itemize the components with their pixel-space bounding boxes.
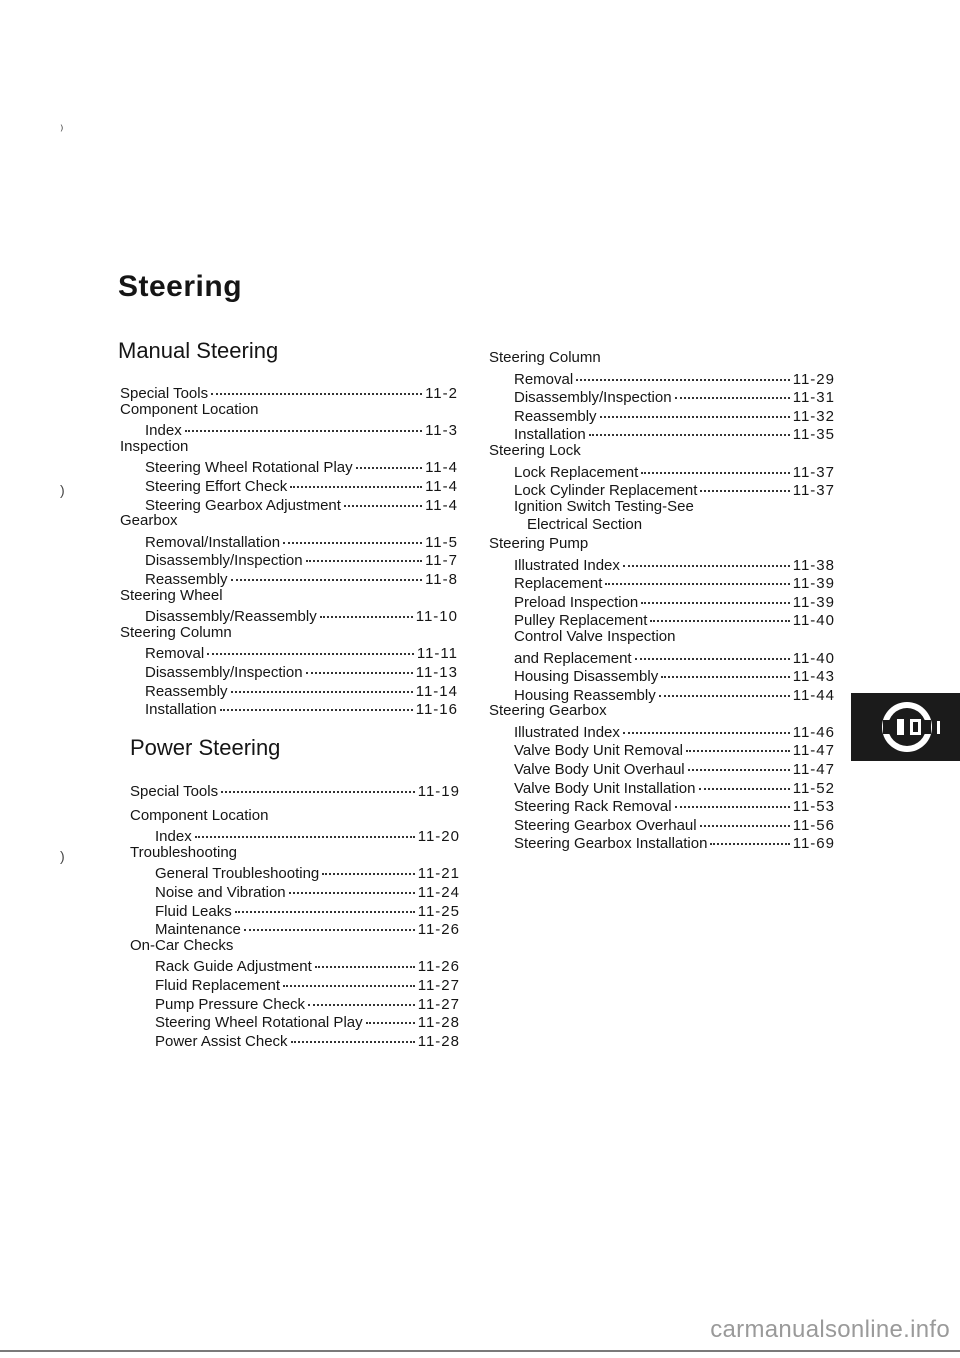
toc-entry-label: Noise and Vibration — [155, 883, 286, 901]
toc-entry-page: 11-53 — [792, 798, 835, 816]
toc-entry-label: Fluid Replacement — [155, 976, 281, 994]
toc-entry-label: Pulley Replacement — [514, 612, 648, 630]
toc-entry-label: Steering Pump — [489, 534, 589, 552]
toc-entry-page: 11-8 — [425, 570, 458, 588]
toc-entry-label: Maintenance — [155, 921, 241, 939]
toc-entry-page: 11-19 — [417, 783, 460, 800]
toc-leader-dots — [235, 897, 415, 913]
toc-leader-dots — [289, 878, 415, 894]
toc-entry-page: 11-26 — [417, 958, 460, 976]
toc-entry-label: Steering Wheel Rotational Play — [145, 459, 353, 477]
toc-entry-label: Rack Guide Adjustment — [155, 958, 312, 976]
toc-leader-dots — [306, 546, 423, 562]
toc-entry-label: Valve Body Unit Installation — [514, 779, 696, 797]
toc-entry-label: and Replacement — [514, 649, 632, 667]
toc-leader-dots — [699, 774, 790, 790]
toc-entry-page: 11-3 — [425, 422, 458, 440]
toc-entry-page: 11-28 — [417, 1032, 460, 1050]
toc-leader-dots — [650, 606, 789, 622]
toc-leader-dots — [283, 971, 415, 987]
toc-entry-page: 11-39 — [792, 593, 835, 611]
toc-leader-dots — [322, 859, 414, 875]
toc-leader-dots — [211, 379, 422, 395]
toc-leader-dots — [221, 777, 415, 793]
scan-mark: ) — [60, 848, 65, 864]
toc-entry-page: 11-43 — [792, 668, 835, 686]
toc-leader-dots — [290, 472, 422, 488]
toc-entry-label: Steering Column — [489, 349, 601, 366]
toc-leader-dots — [623, 551, 790, 567]
toc-entry-label: Power Assist Check — [155, 1032, 288, 1050]
toc-entry-page: 11-69 — [792, 835, 835, 853]
toc-leader-dots — [623, 718, 790, 734]
toc-entry-page: 11-26 — [417, 921, 460, 939]
toc-entry-page: 11-39 — [792, 575, 835, 593]
toc-entry-label: Lock Replacement — [514, 463, 639, 481]
toc-entry-label: Illustrated Index — [514, 556, 620, 574]
toc-leader-dots — [185, 416, 422, 432]
toc-entry — [120, 419, 458, 438]
toc-entry-label: Steering Effort Check — [145, 477, 288, 495]
section-tab — [851, 693, 960, 761]
toc-entry-label: Disassembly/Inspection — [145, 552, 303, 570]
toc-entry-label: Index — [145, 422, 182, 440]
toc-entry-label: Housing Reassembly — [514, 686, 656, 704]
toc-entry-label: Housing Disassembly — [514, 668, 659, 686]
toc-leader-dots — [220, 695, 413, 711]
toc-entry — [489, 423, 835, 442]
toc-leader-dots — [308, 990, 415, 1006]
toc-entry-page: 11-27 — [417, 995, 460, 1013]
toc-entry — [489, 609, 835, 628]
toc-entry — [130, 780, 460, 799]
toc-entry-page: 11-24 — [417, 883, 460, 901]
toc-entry-page: 11-31 — [792, 389, 835, 407]
toc-entry-page: 11-47 — [792, 742, 835, 760]
toc-entry-label: Pump Pressure Check — [155, 995, 306, 1013]
toc-leader-dots — [576, 365, 790, 381]
toc-leader-dots — [659, 681, 790, 697]
toc-entry — [489, 516, 835, 535]
toc-entry-page: 11-37 — [792, 463, 835, 481]
toc-entry-label: General Troubleshooting — [155, 865, 320, 883]
toc-entry — [130, 918, 460, 937]
toc-entry-label: Special Tools — [130, 783, 219, 800]
toc-leader-dots — [231, 565, 423, 581]
toc-entry-label: Reassembly — [514, 407, 597, 425]
toc-leader-dots — [306, 658, 413, 674]
scan-mark: ) — [60, 482, 65, 498]
toc-entry-label: Disassembly/Inspection — [514, 389, 672, 407]
toc-leader-dots — [675, 383, 790, 399]
toc-entry-page: 11-5 — [425, 533, 458, 551]
toc-leader-dots — [700, 476, 789, 492]
toc-entry — [120, 382, 458, 401]
toc-entry-page: 11-52 — [792, 779, 835, 797]
toc-entry — [120, 698, 458, 717]
toc-entry-page: 11-56 — [792, 816, 835, 834]
toc-leader-dots — [641, 458, 790, 474]
toc-entry — [489, 479, 835, 498]
toc-entry-page: 11-20 — [417, 828, 460, 846]
toc-entry-label: Special Tools — [120, 385, 209, 402]
toc-entry-page: 11-28 — [417, 1014, 460, 1032]
toc-entry-label: Electrical Section — [527, 516, 643, 534]
toc-leader-dots — [366, 1008, 415, 1024]
toc-entry-page: 11-40 — [792, 612, 835, 630]
toc-entry-label: Steering Wheel — [120, 586, 223, 604]
toc-leader-dots — [686, 736, 790, 752]
toc-entry-label: Disassembly/Reassembly — [145, 608, 317, 626]
toc-entry-page: 11-37 — [792, 482, 835, 500]
toc-entry-page: 11-16 — [415, 701, 458, 719]
toc-entry-label: Component Location — [120, 400, 259, 418]
toc-leader-dots — [283, 528, 422, 544]
toc-entry-page: 11-25 — [417, 902, 460, 920]
toc-leader-dots — [291, 1027, 415, 1043]
toc-entry-label: Control Valve Inspection — [514, 627, 676, 645]
toc-entry-page: 11-40 — [792, 649, 835, 667]
toc-entry-label: Disassembly/Inspection — [145, 663, 303, 681]
toc-entry-page: 11-4 — [425, 477, 458, 495]
toc-entry-page: 11-13 — [415, 663, 458, 681]
toc-entry — [130, 825, 460, 844]
toc-entry-label: On-Car Checks — [130, 936, 234, 954]
toc-entry-label: Component Location — [130, 806, 269, 824]
toc-entry-label: Valve Body Unit Removal — [514, 742, 683, 760]
toc-entry-page: 11-38 — [792, 556, 835, 574]
toc-leader-dots — [661, 662, 790, 678]
toc-entry — [489, 498, 835, 517]
toc-leader-dots — [675, 792, 790, 808]
toc-entry-page: 11-29 — [792, 370, 835, 388]
toc-entry-label: Steering Gearbox Installation — [514, 835, 708, 853]
toc-leader-dots — [231, 677, 413, 693]
toc-leader-dots — [635, 644, 790, 660]
toc-entry-page: 11-14 — [415, 682, 458, 700]
toc-entry-page: 11-4 — [425, 496, 458, 514]
toc-entry-label: Steering Gearbox — [489, 702, 607, 720]
toc-leader-dots — [605, 569, 789, 585]
toc-entry-label: Index — [155, 828, 192, 846]
toc-leader-dots — [600, 402, 790, 418]
section-title-power-steering: Power Steering — [130, 735, 281, 760]
toc-entry-page: 11-47 — [792, 761, 835, 779]
toc-leader-dots — [700, 811, 790, 827]
toc-manual-steering — [120, 382, 458, 717]
toc-entry-label: Inspection — [120, 437, 189, 455]
toc-leader-dots — [320, 602, 413, 618]
toc-entry-label: Installation — [514, 426, 586, 444]
section-title-manual-steering: Manual Steering — [118, 338, 279, 363]
toc-entry-page: 11-21 — [417, 865, 460, 883]
toc-entry-label: Steering Wheel Rotational Play — [155, 1014, 363, 1032]
toc-leader-dots — [344, 491, 422, 507]
toc-entry-label: Valve Body Unit Overhaul — [514, 761, 685, 779]
toc-entry-label: Troubleshooting — [130, 843, 238, 861]
toc-leader-dots — [356, 453, 422, 469]
toc-entry-label: Steering Column — [120, 623, 232, 641]
toc-entry-label: Illustrated Index — [514, 723, 620, 741]
toc-entry-label: Ignition Switch Testing-See — [514, 497, 694, 515]
toc-entry-label: Removal/Installation — [145, 533, 281, 551]
steering-wheel-icon — [851, 693, 960, 761]
toc-entry-page: 11-27 — [417, 976, 460, 994]
scan-mark: ⁾ — [60, 122, 64, 138]
toc-entry — [130, 1030, 460, 1049]
toc-entry-label: Steering Rack Removal — [514, 798, 672, 816]
toc-leader-dots — [207, 639, 414, 655]
toc-leader-dots — [641, 588, 789, 604]
footer-rule — [0, 1350, 960, 1352]
toc-entry-page: 11-32 — [792, 407, 835, 425]
toc-leader-dots — [710, 829, 789, 845]
toc-power-steering-continued — [489, 349, 835, 851]
toc-entry-page: 11-4 — [425, 459, 458, 477]
toc-entry-label: Steering Gearbox Overhaul — [514, 816, 697, 834]
toc-entry-label: Installation — [145, 701, 217, 719]
toc-entry-page: 11-46 — [792, 723, 835, 741]
toc-entry-label: Steering Lock — [489, 441, 581, 459]
toc-entry-label: Replacement — [514, 575, 603, 593]
toc-entry — [489, 684, 835, 703]
watermark: carmanualsonline.info — [710, 1316, 950, 1343]
toc-entry-label: Reassembly — [145, 570, 228, 588]
toc-entry-page: 11-35 — [792, 426, 835, 444]
toc-leader-dots — [244, 915, 415, 931]
toc-entry — [120, 605, 458, 624]
toc-entry-page: 11-44 — [792, 686, 835, 704]
toc-entry-label: Fluid Leaks — [155, 902, 232, 920]
toc-entry-page: 11-10 — [415, 608, 458, 626]
toc-entry-label: Lock Cylinder Replacement — [514, 482, 698, 500]
toc-entry-page: 11-11 — [416, 645, 458, 663]
toc-leader-dots — [688, 755, 790, 771]
toc-entry — [120, 494, 458, 513]
toc-entry — [489, 832, 835, 851]
toc-entry-label: Steering Gearbox Adjustment — [145, 496, 341, 514]
page-title: Steering — [118, 270, 243, 303]
toc-leader-dots — [195, 822, 415, 838]
toc-power-steering — [130, 780, 460, 1048]
toc-entry-label: Gearbox — [120, 512, 178, 530]
toc-entry — [120, 568, 458, 587]
toc-entry-label: Removal — [145, 645, 205, 663]
toc-entry-label: Reassembly — [145, 682, 228, 700]
toc-entry-label: Preload Inspection — [514, 593, 639, 611]
toc-entry-page: 11-7 — [425, 552, 458, 570]
toc-entry-page: 11-2 — [425, 385, 458, 402]
toc-entry-label: Removal — [514, 370, 574, 388]
toc-leader-dots — [315, 952, 415, 968]
toc-leader-dots — [589, 420, 790, 436]
